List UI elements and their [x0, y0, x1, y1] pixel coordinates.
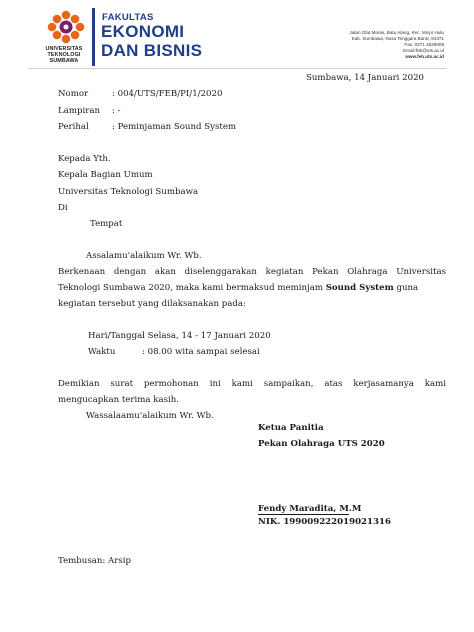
faculty-name-line2: DAN BISNIS	[101, 41, 203, 60]
recipient-line: Kepala Bagian Umum	[58, 170, 153, 180]
waktu-value: : 08.00 wita sampai selesai	[142, 347, 260, 357]
tembusan: Tembusan: Arsip	[58, 556, 132, 566]
lampiran-label: Lampiran	[58, 106, 100, 116]
signature-underline	[258, 514, 349, 515]
paragraph-line: Teknologi Sumbawa 2020, maka kami bermaksud meminjam Sound System guna	[58, 283, 419, 293]
hari-value: : Selasa, 14 - 17 Januari 2020	[142, 331, 271, 341]
tempat: Tempat	[90, 219, 123, 229]
faculty-name-line1: EKONOMI	[101, 22, 185, 41]
signer-name: Fendy Maradita, M.M	[258, 504, 362, 514]
header-divider	[92, 8, 95, 66]
perihal-value: : Peminjaman Sound System	[112, 122, 237, 132]
closing-paragraph-line: mengucapkan terima kasih.	[58, 395, 179, 405]
email-line: Email:feb@uts.ac.id	[403, 48, 444, 53]
paragraph-line: kegiatan tersebut yang dilaksanakan pada:	[58, 299, 246, 309]
signer-nik: NIK. 199009222019021316	[258, 517, 391, 527]
signer-title: Ketua Panitia	[258, 423, 324, 433]
hari-label: Hari/Tanggal	[88, 331, 145, 341]
recipient-line: Universitas Teknologi Sumbawa	[58, 187, 199, 197]
university-logo	[45, 10, 87, 46]
address-line: Fax. 0371 2629009	[404, 42, 444, 47]
paragraph-line: Berkenaan dengan akan diselenggarakan kegiatan Pekan Olahraga Universitas	[58, 267, 446, 277]
closing-paragraph-line: Demikian surat permohonan ini kami sampaikan, atas kerjasamanya kami	[58, 379, 446, 389]
header-rule	[28, 68, 446, 69]
address-line: Kab. Sumbawa, Nusa Tenggara Barat, 84371	[351, 36, 444, 41]
nomor-value: : 004/UTS/FEB/PI/1/2020	[112, 89, 223, 99]
university-name-line: SUMBAWA	[49, 58, 79, 64]
place-date: Sumbawa, 14 Januari 2020	[306, 73, 425, 83]
signer-event: Pekan Olahraga UTS 2020	[258, 439, 385, 449]
perihal-label: Perihal	[58, 122, 89, 132]
university-name-line: TEKNOLOGI	[47, 52, 81, 58]
recipient-line: Di	[58, 203, 68, 213]
recipient-line: Kepada Yth.	[58, 154, 111, 164]
address-line: Jalan Olat Maras, Batu Alang, Kec. Moyo Hulu	[349, 30, 444, 35]
closing-greeting: Wassalaamu'alaikum Wr. Wb.	[86, 411, 214, 421]
lampiran-value: : -	[112, 106, 121, 116]
nomor-label: Nomor	[58, 89, 89, 99]
waktu-label: Waktu	[88, 347, 116, 357]
opening-greeting: Assalamu'alaikum Wr. Wb.	[86, 251, 202, 261]
faculty-label: FAKULTAS	[102, 12, 154, 23]
sound-system-emphasis: Sound System	[325, 283, 394, 293]
website-line: www.feb.uts.ac.id	[405, 54, 444, 59]
university-name-line: UNIVERSITAS	[45, 46, 83, 52]
